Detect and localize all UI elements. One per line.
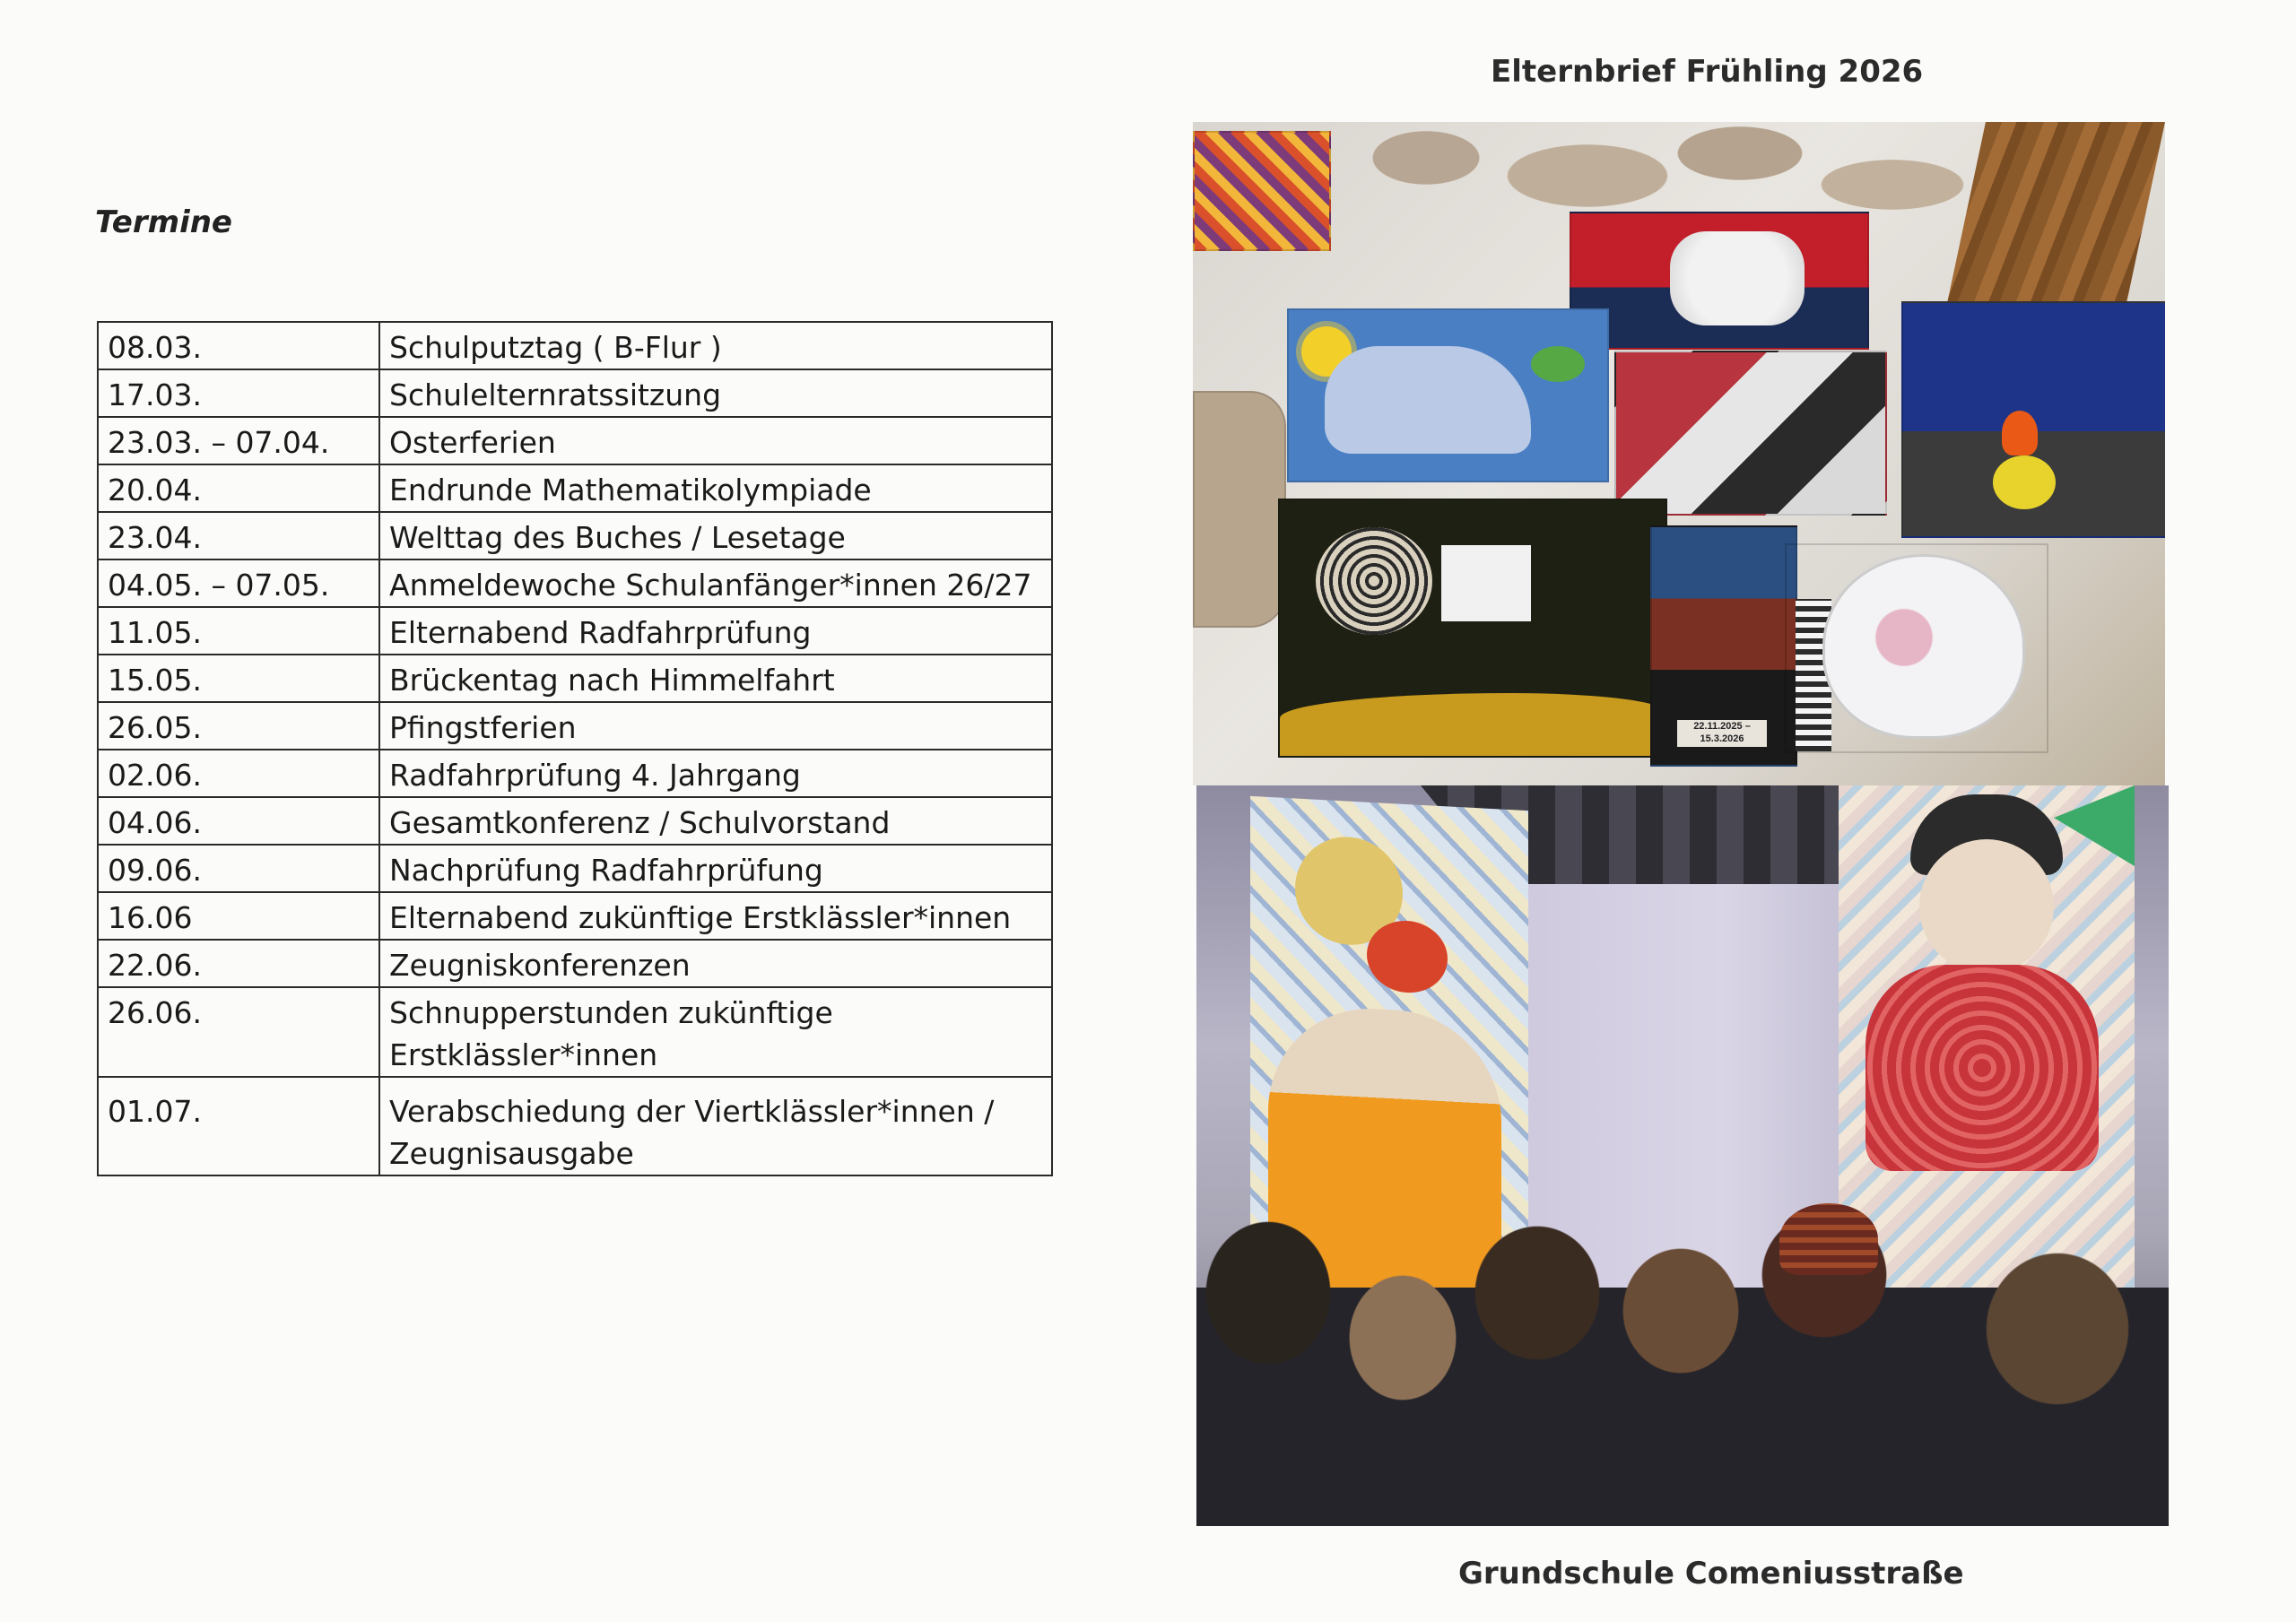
- arms-figure: [1866, 965, 2099, 1171]
- lion-figure: [1325, 346, 1531, 454]
- event-cell: Osterferien: [379, 417, 1052, 464]
- event-cell: Nachprüfung Radfahrprüfung: [379, 845, 1052, 892]
- heart-figure: [1822, 554, 2025, 739]
- event-line: Erstklässler*innen: [389, 1037, 658, 1072]
- table-row: [98, 369, 1052, 417]
- exhibition-poster: [1650, 525, 1797, 767]
- sand-dunes: [1280, 693, 1665, 756]
- fabric-pieces: [1193, 131, 1331, 251]
- event-line: Schnupperstunden zukünftige: [389, 995, 833, 1030]
- heart-textile: [1785, 543, 2048, 753]
- event-cell: Zeugniskonferenzen: [379, 940, 1052, 987]
- table-row: [98, 322, 1052, 369]
- date-cell: 26.06.: [98, 987, 379, 1077]
- event-cell: Brückentag nach Himmelfahrt: [379, 655, 1052, 702]
- date-cell: 20.04.: [98, 464, 379, 512]
- date-cell: 04.06.: [98, 797, 379, 845]
- table-row: [98, 655, 1052, 702]
- bird-textile-panel: [1901, 301, 2165, 538]
- event-line: Zeugnisausgabe: [389, 1136, 634, 1171]
- event-cell: [379, 987, 1052, 1077]
- exhibition-hall-photo: [1196, 785, 2169, 1526]
- event-line: Verabschiedung der Viertklässler*innen /: [389, 1094, 995, 1129]
- table-row: [98, 607, 1052, 655]
- table-row: [98, 892, 1052, 940]
- event-cell: Schulelternratssitzung: [379, 369, 1052, 417]
- event-cell: [379, 1077, 1052, 1175]
- date-cell: 11.05.: [98, 607, 379, 655]
- lion-textile-panel: [1287, 308, 1609, 482]
- event-cell: Pfingstferien: [379, 702, 1052, 750]
- table-row: [98, 417, 1052, 464]
- knit-hat: [1779, 1203, 1878, 1275]
- event-cell: Schulputztag ( B-Flur ): [379, 322, 1052, 369]
- event-cell: Anmeldewoche Schulanfänger*innen 26/27: [379, 559, 1052, 607]
- face-figure: [1919, 839, 2054, 974]
- tree-figure: [1531, 346, 1585, 382]
- date-cell: 23.03. – 07.04.: [98, 417, 379, 464]
- schedule-table: [97, 321, 1053, 1176]
- poster-label: 22.11.2025 –15.3.2026: [1677, 720, 1767, 747]
- bird-figure: [1993, 455, 2056, 509]
- leaf-figure: [2054, 785, 2135, 866]
- collage-textile-panel: [1614, 351, 1887, 516]
- leopard-textile-panel: [1570, 212, 1869, 350]
- event-cell: Gesamtkonferenz / Schulvorstand: [379, 797, 1052, 845]
- table-row: [98, 845, 1052, 892]
- event-cell: Radfahrprüfung 4. Jahrgang: [379, 750, 1052, 797]
- schedule-heading: Termine: [95, 204, 232, 240]
- date-cell: 17.03.: [98, 369, 379, 417]
- date-cell: 15.05.: [98, 655, 379, 702]
- school-name: Grundschule Comeniusstraße: [1458, 1556, 1964, 1592]
- event-cell: Elternabend Radfahrprüfung: [379, 607, 1052, 655]
- table-row: [98, 1077, 1052, 1175]
- flame-figure: [2002, 411, 2038, 455]
- table-row: [98, 702, 1052, 750]
- leopard-figure: [1670, 231, 1805, 325]
- table-row: [98, 750, 1052, 797]
- children-audience: [1196, 1185, 2169, 1526]
- date-cell: 26.05.: [98, 702, 379, 750]
- table-row: [98, 940, 1052, 987]
- date-cell: 23.04.: [98, 512, 379, 559]
- textile-artwork-photo: [1193, 122, 2165, 785]
- date-cell: 02.06.: [98, 750, 379, 797]
- table-row: [98, 559, 1052, 607]
- date-cell: 22.06.: [98, 940, 379, 987]
- lion-head-figure: [1316, 527, 1432, 635]
- event-cell: Endrunde Mathematikolympiade: [379, 464, 1052, 512]
- table-row: [98, 797, 1052, 845]
- event-cell: Welttag des Buches / Lesetage: [379, 512, 1052, 559]
- cardboard-cutout: [1193, 391, 1286, 628]
- date-cell: 09.06.: [98, 845, 379, 892]
- event-cell: Elternabend zukünftige Erstklässler*innen: [379, 892, 1052, 940]
- table-row: [98, 987, 1052, 1077]
- table-row: [98, 512, 1052, 559]
- newsletter-title: Elternbrief Frühling 2026: [1491, 54, 1924, 90]
- desert-textile-panel: [1278, 499, 1667, 758]
- date-cell: 08.03.: [98, 322, 379, 369]
- date-cell: 01.07.: [98, 1077, 379, 1175]
- turban-figure: [1367, 919, 1448, 995]
- white-patch: [1441, 545, 1531, 621]
- table-row: [98, 464, 1052, 512]
- date-cell: 16.06: [98, 892, 379, 940]
- date-cell: 04.05. – 07.05.: [98, 559, 379, 607]
